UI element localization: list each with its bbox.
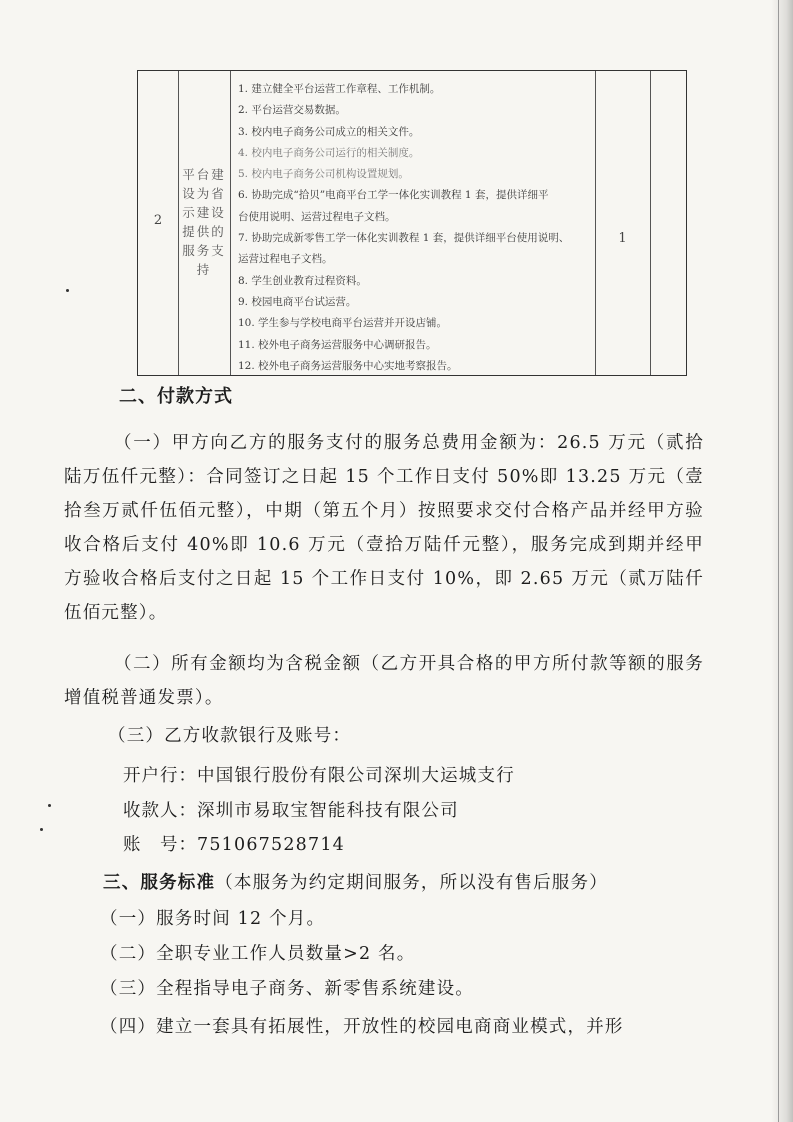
- bank-value: 中国银行股份有限公司深圳大运城支行: [197, 766, 515, 786]
- standard-item: （二）全职专业工作人员数量>2 名。: [100, 944, 416, 964]
- task-line: 4. 校内电子商务公司运行的相关制度。: [238, 146, 420, 159]
- payment-paragraph-3: （三）乙方收款银行及账号：: [108, 726, 352, 746]
- table-row-number: 2: [153, 213, 163, 228]
- table-column-remark: [650, 71, 685, 375]
- standard-item: （一）服务时间 12 个月。: [100, 909, 326, 929]
- task-list: [238, 79, 590, 377]
- scan-speck: [40, 828, 43, 831]
- table-column-quantity: [595, 71, 651, 375]
- task-line: 3. 校内电子商务公司成立的相关文件。: [238, 125, 420, 138]
- bank-label: 开户行：: [123, 766, 197, 786]
- payment-paragraph-1: （一）甲方向乙方的服务支付的服务总费用金额为：26.5 万元（贰拾陆万伍仟元整）：合同签订之日起 15 个工作日支付 50%即 13.25 万元（壹拾叁万贰仟伍佰元整），中期（第五个月）按照要求交付合格产品并经甲方验收合格后支付 40%即 10.6 万元（壹拾万陆仟元整），服务完成到期并经甲方验收合格后支付之日起 15 个工作日支付 10%，即 2.65 万元（贰万陆仟伍佰元整）。: [64, 433, 704, 623]
- task-line: 2. 平台运营交易数据。: [238, 104, 346, 117]
- standard-item: （四）建立一套具有拓展性，开放性的校园电商商业模式，并形: [100, 1017, 624, 1037]
- section-heading-standards-row: [103, 869, 608, 894]
- task-line: 台使用说明、运营过程电子文档。: [238, 210, 396, 223]
- payment-paragraph-2: （二）所有金额均为含税金额（乙方开具合格的甲方所付款等额的服务增值税普通发票）。: [64, 654, 704, 708]
- task-line: 8. 学生创业教育过程资料。: [238, 274, 367, 287]
- standard-item: （三）全程指导电子商务、新零售系统建设。: [100, 979, 474, 999]
- table-quantity: 1: [618, 231, 627, 246]
- task-line: 1. 建立健全平台运营工作章程、工作机制。: [238, 83, 441, 95]
- section-heading-payment: 二、付款方式: [119, 386, 233, 407]
- task-line: 7. 协助完成新零售工学一体化实训教程 1 套，提供详细平台使用说明、: [238, 232, 570, 245]
- payee-row: [123, 797, 459, 822]
- section-heading-standards: 三、服务标准: [103, 873, 216, 893]
- task-line: 10. 学生参与学校电商平台运营并开设店铺。: [238, 317, 448, 330]
- standards-note: （本服务为约定期间服务，所以没有售后服务）: [215, 873, 608, 893]
- payee-label: 收款人：: [123, 801, 197, 821]
- scan-speck: [66, 289, 69, 292]
- scan-edge-shadow: [771, 0, 793, 1122]
- bank-row: [123, 762, 515, 787]
- task-line: 运营过程电子文档。: [238, 253, 333, 266]
- scan-edge-line: [778, 0, 779, 1122]
- payee-value: 深圳市易取宝智能科技有限公司: [197, 801, 459, 821]
- service-table: [137, 70, 687, 376]
- account-row: [123, 831, 345, 856]
- task-line: 5. 校内电子商务公司机构设置规划。: [238, 168, 409, 181]
- task-line: 12. 校外电子商务运营服务中心实地考察报告。: [238, 359, 458, 372]
- task-line: 11. 校外电子商务运营服务中心调研报告。: [238, 338, 437, 351]
- task-line: 6. 协助完成“拾贝”电商平台工学一体化实训教程 1 套，提供详细平: [238, 189, 549, 202]
- scan-speck: [48, 804, 51, 807]
- task-line: 9. 校园电商平台试运营。: [238, 295, 357, 308]
- account-label: 账 号：: [123, 835, 197, 855]
- table-item-name: 平台建设为省示建设提供的服务支持: [182, 167, 226, 277]
- account-value: 751067528714: [197, 835, 346, 855]
